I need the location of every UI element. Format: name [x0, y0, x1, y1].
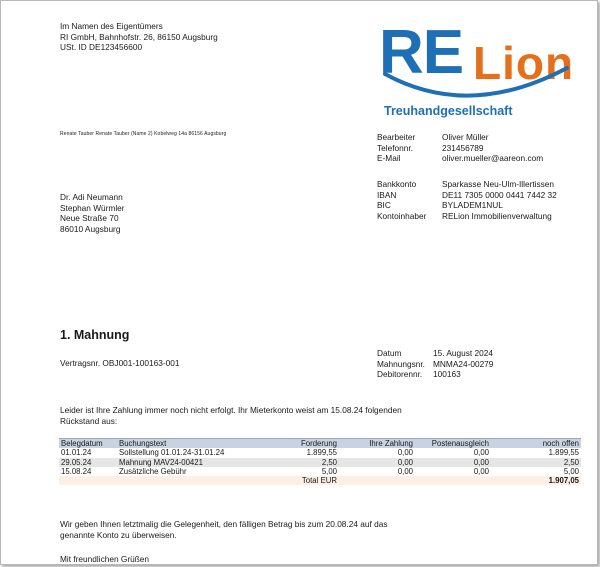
- intro-text: [60, 405, 420, 426]
- sender-line-3: USt. ID DE123456600: [60, 42, 143, 52]
- cell-settlement: 0,00: [473, 448, 489, 458]
- meta-value: 15. August 2024: [433, 348, 493, 358]
- sender-line-2: RI GmbH, Bahnhofstr. 26, 86150 Augsburg: [60, 31, 218, 42]
- table-header-row: [59, 439, 581, 449]
- meta-label: Mahnungsnr.: [377, 358, 425, 369]
- letter-heading: 1. Mahnung: [60, 328, 130, 342]
- greeting: Mit freundlichen Grüßen: [60, 554, 150, 564]
- intro-line-2: Rückstand aus:: [60, 415, 118, 426]
- meta-label: Debitorennr.: [377, 369, 423, 379]
- bank-info: [377, 179, 557, 221]
- cell-settlement: 0,00: [473, 466, 489, 476]
- closing-text: [60, 519, 420, 540]
- contact-info: [377, 132, 543, 164]
- cell-claim: 5,00: [321, 466, 337, 476]
- recipient-address: [60, 192, 125, 234]
- contract-number: Vertragsnr. OBJ001-100163-001: [60, 358, 180, 368]
- col-header-payment: Ihre Zahlung: [339, 439, 415, 449]
- cell-payment: 0,00: [397, 448, 413, 458]
- logo-text-re: RE: [379, 18, 464, 87]
- contact-label: Telefonnr.: [377, 142, 413, 153]
- bank-label: IBAN: [377, 189, 397, 200]
- cell-payment: 0,00: [397, 466, 413, 476]
- sender-line-1: Im Namen des Eigentümers: [60, 21, 163, 31]
- closing-line-1: Wir geben Ihnen letztmalig die Gelegenheit, den fälligen Betrag bis zum 20.08.24 auf das: [60, 519, 388, 529]
- cell-text: Mahnung MAV24-00421: [117, 458, 271, 467]
- contact-value: 231456789: [442, 142, 484, 153]
- bank-value: RELion Immobilienverwaltung: [442, 210, 552, 221]
- total-label: Total EUR: [271, 476, 339, 485]
- meta-row: [377, 348, 493, 359]
- meta-row: [377, 359, 493, 370]
- cell-text: Sollstellung 01.01.24-31.01.24: [119, 448, 225, 458]
- bank-value: DE11 7305 0000 0441 7442 32: [442, 189, 557, 200]
- contact-row: [377, 153, 543, 164]
- contact-value: oliver.mueller@aareon.com: [442, 153, 544, 163]
- cell-text: Zusätzliche Gebühr: [119, 466, 187, 476]
- table-total-row: [59, 476, 581, 485]
- cell-open: 2,50: [491, 458, 581, 467]
- bank-row: [377, 190, 557, 201]
- sender-address: [60, 21, 218, 53]
- col-header-text: Buchungstext: [117, 439, 271, 449]
- recipient-line-3: Neue Straße 70: [60, 213, 119, 223]
- col-header-claim: Forderung: [271, 439, 339, 449]
- company-logo: [379, 18, 579, 118]
- cell-settlement: 0,00: [415, 458, 491, 467]
- logo-swoosh-icon: [379, 18, 579, 104]
- meta-value: 100163: [433, 369, 461, 379]
- bank-label: BIC: [377, 200, 391, 210]
- table-row: [59, 467, 581, 476]
- bank-row: [377, 179, 557, 190]
- meta-label: Datum: [377, 348, 402, 358]
- bank-row: [377, 200, 557, 211]
- cell-open: 1.899,55: [548, 448, 579, 458]
- cell-open: 5,00: [563, 466, 579, 476]
- cell-claim: 1.899,55: [306, 448, 337, 458]
- contact-row: [377, 143, 543, 154]
- recipient-line-4: 86010 Augsburg: [60, 223, 121, 234]
- cell-payment: 0,00: [339, 458, 415, 467]
- letter-meta: [377, 348, 493, 380]
- contact-label: Bearbeiter: [377, 132, 416, 142]
- contact-row: [377, 132, 543, 143]
- arrears-table: [59, 438, 581, 485]
- intro-line-1: Leider ist Ihre Zahlung immer noch nicht erfolgt. Ihr Mieterkonto weist am 15.08.24 folgenden: [60, 405, 402, 415]
- closing-line-2: genannte Konto zu überweisen.: [60, 529, 177, 540]
- recipient-line-2: Stephan Würmler: [60, 202, 125, 213]
- bank-row: [377, 211, 557, 222]
- return-address: Renate Tauber Renate Tauber (Name 2) Kobelweg 14a 86156 Augsburg: [60, 131, 227, 137]
- table-row: [59, 458, 581, 467]
- bank-value: Sparkasse Neu-Ulm-Illertissen: [442, 179, 555, 189]
- col-header-date: Belegdatum: [59, 439, 117, 449]
- cell-claim: 2,50: [271, 458, 339, 467]
- bank-label: Kontoinhaber: [377, 210, 427, 221]
- contact-value: Oliver Müller: [442, 132, 489, 142]
- meta-row: [377, 369, 493, 380]
- bank-value: BYLADEM1NUL: [442, 200, 503, 210]
- total-value: 1.907,05: [491, 476, 581, 485]
- logo-text-lion: Lion: [473, 37, 575, 89]
- meta-value: MNMA24-00279: [433, 358, 494, 369]
- contact-label: E-Mail: [377, 153, 401, 163]
- logo-tagline: Treuhandgesellschaft: [384, 104, 513, 118]
- recipient-line-1: Dr. Adi Neumann: [60, 192, 123, 202]
- col-header-open: noch offen: [491, 439, 581, 449]
- cell-date: 01.01.24: [61, 448, 92, 458]
- bank-label: Bankkonto: [377, 179, 417, 189]
- cell-date: 15.08.24: [61, 466, 92, 476]
- table-row: [59, 448, 581, 457]
- cell-date: 29.05.24: [59, 458, 117, 467]
- col-header-settlement: Postenausgleich: [415, 439, 491, 449]
